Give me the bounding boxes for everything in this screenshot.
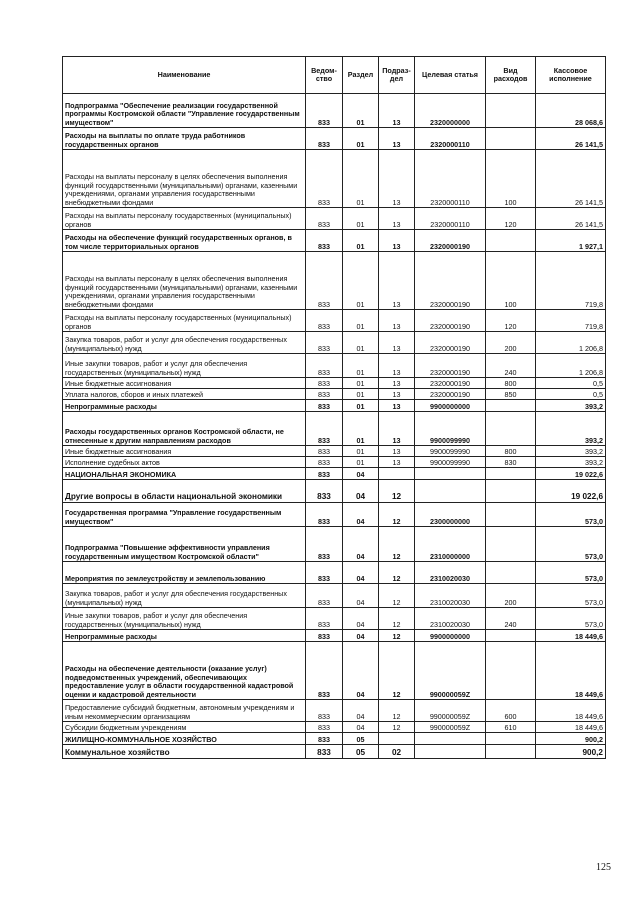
row-subsection: 13 bbox=[379, 389, 415, 400]
row-expense-type bbox=[486, 400, 536, 412]
row-department: 833 bbox=[306, 584, 343, 608]
row-expense-type bbox=[486, 230, 536, 252]
row-department: 833 bbox=[306, 128, 343, 150]
row-target-article: 9900099990 bbox=[415, 446, 486, 457]
row-target-article: 2320000110 bbox=[415, 150, 486, 208]
row-department: 833 bbox=[306, 527, 343, 562]
row-section: 04 bbox=[343, 503, 379, 527]
row-cash-execution: 19 022,6 bbox=[536, 468, 606, 480]
table-row bbox=[63, 745, 606, 759]
row-expense-type: 800 bbox=[486, 446, 536, 457]
row-section: 01 bbox=[343, 208, 379, 230]
row-target-article: 2320000190 bbox=[415, 378, 486, 389]
row-department: 833 bbox=[306, 503, 343, 527]
table-row bbox=[63, 503, 606, 527]
table-header-row bbox=[63, 57, 606, 94]
row-subsection: 13 bbox=[379, 310, 415, 332]
row-section: 05 bbox=[343, 733, 379, 745]
table-row bbox=[63, 468, 606, 480]
table-row bbox=[63, 354, 606, 378]
row-department: 833 bbox=[306, 378, 343, 389]
row-section: 01 bbox=[343, 354, 379, 378]
table-row bbox=[63, 630, 606, 642]
row-cash-execution: 18 449,6 bbox=[536, 722, 606, 733]
row-subsection: 13 bbox=[379, 378, 415, 389]
table-row bbox=[63, 562, 606, 584]
row-section: 01 bbox=[343, 412, 379, 446]
row-name: Расходы государственных органов Костромской области, не отнесенные к другим направлениям расходов bbox=[63, 412, 306, 446]
row-name: Подпрограмма "Обеспечение реализации государственной программы Костромской области "Управление государственным имуществом" bbox=[63, 94, 306, 128]
row-target-article: 2320000110 bbox=[415, 208, 486, 230]
table-row bbox=[63, 94, 606, 128]
row-cash-execution: 18 449,6 bbox=[536, 700, 606, 722]
row-target-article: 2300000000 bbox=[415, 503, 486, 527]
row-department: 833 bbox=[306, 310, 343, 332]
row-target-article: 2320000190 bbox=[415, 332, 486, 354]
row-section: 04 bbox=[343, 630, 379, 642]
row-expense-type bbox=[486, 745, 536, 759]
row-name: Закупка товаров, работ и услуг для обеспечения государственных (муниципальных) нужд bbox=[63, 584, 306, 608]
row-name: Иные бюджетные ассигнования bbox=[63, 378, 306, 389]
table-row bbox=[63, 446, 606, 457]
row-expense-type: 200 bbox=[486, 584, 536, 608]
row-target-article: 990000059Z bbox=[415, 642, 486, 700]
row-expense-type: 830 bbox=[486, 457, 536, 468]
row-expense-type bbox=[486, 412, 536, 446]
row-cash-execution: 900,2 bbox=[536, 745, 606, 759]
row-cash-execution: 573,0 bbox=[536, 584, 606, 608]
row-department: 833 bbox=[306, 94, 343, 128]
row-cash-execution: 26 141,5 bbox=[536, 208, 606, 230]
row-target-article: 2320000190 bbox=[415, 252, 486, 310]
row-subsection: 12 bbox=[379, 700, 415, 722]
table-row bbox=[63, 310, 606, 332]
table-row bbox=[63, 527, 606, 562]
table-row bbox=[63, 700, 606, 722]
row-target-article: 2310020030 bbox=[415, 562, 486, 584]
header-name: Наименование bbox=[63, 57, 306, 94]
row-department: 833 bbox=[306, 332, 343, 354]
row-section: 04 bbox=[343, 584, 379, 608]
row-name: Расходы на выплаты персоналу государственных (муниципальных) органов bbox=[63, 208, 306, 230]
row-name: Иные закупки товаров, работ и услуг для обеспечения государственных (муниципальных) нужд bbox=[63, 608, 306, 630]
table-row bbox=[63, 208, 606, 230]
table-row bbox=[63, 252, 606, 310]
row-expense-type: 800 bbox=[486, 378, 536, 389]
row-section: 01 bbox=[343, 389, 379, 400]
row-section: 04 bbox=[343, 562, 379, 584]
row-expense-type: 850 bbox=[486, 389, 536, 400]
row-expense-type bbox=[486, 630, 536, 642]
table-row bbox=[63, 230, 606, 252]
table-row bbox=[63, 332, 606, 354]
table-row bbox=[63, 733, 606, 745]
row-section: 04 bbox=[343, 468, 379, 480]
row-subsection: 13 bbox=[379, 252, 415, 310]
row-cash-execution: 1 206,8 bbox=[536, 354, 606, 378]
table-row bbox=[63, 128, 606, 150]
row-name: Другие вопросы в области национальной экономики bbox=[63, 480, 306, 503]
row-subsection bbox=[379, 733, 415, 745]
row-target-article: 2320000000 bbox=[415, 94, 486, 128]
row-expense-type bbox=[486, 503, 536, 527]
row-name: Расходы на обеспечение функций государственных органов, в том числе территориальных органов bbox=[63, 230, 306, 252]
row-section: 04 bbox=[343, 480, 379, 503]
row-name: Исполнение судебных актов bbox=[63, 457, 306, 468]
row-target-article: 2320000190 bbox=[415, 310, 486, 332]
row-expense-type: 610 bbox=[486, 722, 536, 733]
row-target-article: 9900000000 bbox=[415, 400, 486, 412]
row-cash-execution: 0,5 bbox=[536, 389, 606, 400]
row-section: 01 bbox=[343, 400, 379, 412]
row-expense-type: 100 bbox=[486, 150, 536, 208]
row-name: Иные закупки товаров, работ и услуг для обеспечения государственных (муниципальных) нужд bbox=[63, 354, 306, 378]
row-name: Подпрограмма "Повышение эффективности управления государственным имуществом Костромской области" bbox=[63, 527, 306, 562]
row-department: 833 bbox=[306, 562, 343, 584]
row-section: 04 bbox=[343, 700, 379, 722]
row-subsection: 13 bbox=[379, 446, 415, 457]
row-expense-type: 100 bbox=[486, 252, 536, 310]
row-cash-execution: 28 068,6 bbox=[536, 94, 606, 128]
row-target-article: 9900000000 bbox=[415, 630, 486, 642]
row-cash-execution: 719,8 bbox=[536, 252, 606, 310]
row-department: 833 bbox=[306, 230, 343, 252]
row-target-article: 9900099990 bbox=[415, 457, 486, 468]
row-name: Непрограммные расходы bbox=[63, 400, 306, 412]
row-section: 04 bbox=[343, 527, 379, 562]
row-section: 01 bbox=[343, 310, 379, 332]
row-section: 04 bbox=[343, 642, 379, 700]
row-name: Расходы на выплаты по оплате труда работников государственных органов bbox=[63, 128, 306, 150]
table-body bbox=[63, 94, 606, 759]
row-department: 833 bbox=[306, 150, 343, 208]
row-target-article bbox=[415, 468, 486, 480]
row-cash-execution: 573,0 bbox=[536, 608, 606, 630]
table-row bbox=[63, 378, 606, 389]
table-row bbox=[63, 480, 606, 503]
row-cash-execution: 1 927,1 bbox=[536, 230, 606, 252]
row-subsection: 12 bbox=[379, 527, 415, 562]
table-row bbox=[63, 400, 606, 412]
row-department: 833 bbox=[306, 700, 343, 722]
row-subsection: 13 bbox=[379, 354, 415, 378]
row-cash-execution: 19 022,6 bbox=[536, 480, 606, 503]
row-subsection: 13 bbox=[379, 412, 415, 446]
row-expense-type: 120 bbox=[486, 310, 536, 332]
row-department: 833 bbox=[306, 446, 343, 457]
row-section: 01 bbox=[343, 94, 379, 128]
row-subsection: 12 bbox=[379, 562, 415, 584]
row-subsection: 13 bbox=[379, 457, 415, 468]
header-subsection: Подраз-дел bbox=[379, 57, 415, 94]
row-expense-type bbox=[486, 733, 536, 745]
row-target-article: 990000059Z bbox=[415, 722, 486, 733]
row-section: 05 bbox=[343, 745, 379, 759]
row-section: 01 bbox=[343, 230, 379, 252]
table-row bbox=[63, 584, 606, 608]
row-cash-execution: 1 206,8 bbox=[536, 332, 606, 354]
row-section: 01 bbox=[343, 150, 379, 208]
header-cash-execution: Кассовое исполнение bbox=[536, 57, 606, 94]
row-cash-execution: 573,0 bbox=[536, 527, 606, 562]
row-name: Субсидии бюджетным учреждениям bbox=[63, 722, 306, 733]
row-section: 04 bbox=[343, 608, 379, 630]
row-section: 01 bbox=[343, 332, 379, 354]
row-section: 04 bbox=[343, 722, 379, 733]
row-target-article: 9900099990 bbox=[415, 412, 486, 446]
row-expense-type: 240 bbox=[486, 354, 536, 378]
header-expense-type: Вид расходов bbox=[486, 57, 536, 94]
row-subsection: 12 bbox=[379, 642, 415, 700]
row-cash-execution: 573,0 bbox=[536, 562, 606, 584]
row-department: 833 bbox=[306, 642, 343, 700]
row-section: 01 bbox=[343, 252, 379, 310]
row-name: Предоставление субсидий бюджетным, автономным учреждениям и иным некоммерческим организациям bbox=[63, 700, 306, 722]
row-name: Мероприятия по землеустройству и землепользованию bbox=[63, 562, 306, 584]
budget-execution-table bbox=[62, 56, 606, 759]
row-department: 833 bbox=[306, 389, 343, 400]
row-name: НАЦИОНАЛЬНАЯ ЭКОНОМИКА bbox=[63, 468, 306, 480]
row-target-article: 2320000190 bbox=[415, 389, 486, 400]
row-expense-type bbox=[486, 642, 536, 700]
row-department: 833 bbox=[306, 252, 343, 310]
row-section: 01 bbox=[343, 128, 379, 150]
row-section: 01 bbox=[343, 378, 379, 389]
row-cash-execution: 573,0 bbox=[536, 503, 606, 527]
row-department: 833 bbox=[306, 354, 343, 378]
row-target-article: 2310020030 bbox=[415, 608, 486, 630]
row-department: 833 bbox=[306, 733, 343, 745]
row-department: 833 bbox=[306, 630, 343, 642]
row-department: 833 bbox=[306, 722, 343, 733]
row-department: 833 bbox=[306, 468, 343, 480]
row-expense-type: 240 bbox=[486, 608, 536, 630]
row-subsection: 13 bbox=[379, 128, 415, 150]
row-name: Иные бюджетные ассигнования bbox=[63, 446, 306, 457]
row-expense-type bbox=[486, 562, 536, 584]
row-cash-execution: 18 449,6 bbox=[536, 630, 606, 642]
row-subsection: 12 bbox=[379, 722, 415, 733]
row-subsection: 13 bbox=[379, 94, 415, 128]
row-cash-execution: 0,5 bbox=[536, 378, 606, 389]
row-name: Уплата налогов, сборов и иных платежей bbox=[63, 389, 306, 400]
table-row bbox=[63, 389, 606, 400]
row-section: 01 bbox=[343, 457, 379, 468]
row-cash-execution: 719,8 bbox=[536, 310, 606, 332]
header-department: Ведом-ство bbox=[306, 57, 343, 94]
row-department: 833 bbox=[306, 608, 343, 630]
row-target-article: 2310000000 bbox=[415, 527, 486, 562]
row-name: Расходы на выплаты персоналу государственных (муниципальных) органов bbox=[63, 310, 306, 332]
row-name: ЖИЛИЩНО-КОММУНАЛЬНОЕ ХОЗЯЙСТВО bbox=[63, 733, 306, 745]
row-department: 833 bbox=[306, 412, 343, 446]
row-expense-type bbox=[486, 527, 536, 562]
row-target-article: 2320000110 bbox=[415, 128, 486, 150]
row-target-article: 2320000190 bbox=[415, 354, 486, 378]
header-section: Раздел bbox=[343, 57, 379, 94]
row-department: 833 bbox=[306, 745, 343, 759]
row-subsection bbox=[379, 468, 415, 480]
row-department: 833 bbox=[306, 208, 343, 230]
table-row bbox=[63, 457, 606, 468]
row-subsection: 12 bbox=[379, 608, 415, 630]
row-expense-type: 200 bbox=[486, 332, 536, 354]
table-row bbox=[63, 608, 606, 630]
row-target-article bbox=[415, 480, 486, 503]
row-target-article bbox=[415, 733, 486, 745]
row-name: Закупка товаров, работ и услуг для обеспечения государственных (муниципальных) нужд bbox=[63, 332, 306, 354]
row-target-article: 990000059Z bbox=[415, 700, 486, 722]
row-expense-type bbox=[486, 468, 536, 480]
row-name: Расходы на выплаты персоналу в целях обеспечения выполнения функций государственными (муниципальными) органами, казенными учреждениями, органами управления государственными внебюджетными фондами bbox=[63, 252, 306, 310]
row-expense-type bbox=[486, 128, 536, 150]
row-target-article: 2320000190 bbox=[415, 230, 486, 252]
row-expense-type bbox=[486, 480, 536, 503]
row-department: 833 bbox=[306, 457, 343, 468]
row-name: Расходы на выплаты персоналу в целях обеспечения выполнения функций государственными (муниципальными) органами, казенными учреждениями, органами управления государственными внебюджетными фондами bbox=[63, 150, 306, 208]
row-cash-execution: 393,2 bbox=[536, 446, 606, 457]
row-subsection: 12 bbox=[379, 503, 415, 527]
row-subsection: 13 bbox=[379, 208, 415, 230]
row-cash-execution: 18 449,6 bbox=[536, 642, 606, 700]
table-row bbox=[63, 642, 606, 700]
page-number: 125 bbox=[596, 862, 611, 873]
row-subsection: 12 bbox=[379, 630, 415, 642]
row-section: 01 bbox=[343, 446, 379, 457]
header-target-article: Целевая статья bbox=[415, 57, 486, 94]
row-subsection: 13 bbox=[379, 230, 415, 252]
row-expense-type: 120 bbox=[486, 208, 536, 230]
row-name: Коммунальное хозяйство bbox=[63, 745, 306, 759]
row-cash-execution: 393,2 bbox=[536, 412, 606, 446]
row-cash-execution: 900,2 bbox=[536, 733, 606, 745]
row-subsection: 12 bbox=[379, 480, 415, 503]
row-cash-execution: 26 141,5 bbox=[536, 128, 606, 150]
row-cash-execution: 26 141,5 bbox=[536, 150, 606, 208]
row-department: 833 bbox=[306, 400, 343, 412]
row-subsection: 02 bbox=[379, 745, 415, 759]
row-expense-type bbox=[486, 94, 536, 128]
row-cash-execution: 393,2 bbox=[536, 400, 606, 412]
row-name: Непрограммные расходы bbox=[63, 630, 306, 642]
row-subsection: 13 bbox=[379, 400, 415, 412]
row-cash-execution: 393,2 bbox=[536, 457, 606, 468]
budget-table-sheet bbox=[62, 56, 605, 759]
row-department: 833 bbox=[306, 480, 343, 503]
row-target-article bbox=[415, 745, 486, 759]
row-name: Расходы на обеспечение деятельности (оказание услуг) подведомственных учреждений, обеспечивающих предоставление услуг в области государственной кадастровой оценки и кадастровой деятельности bbox=[63, 642, 306, 700]
row-subsection: 12 bbox=[379, 584, 415, 608]
row-subsection: 13 bbox=[379, 332, 415, 354]
table-row bbox=[63, 722, 606, 733]
table-row bbox=[63, 412, 606, 446]
row-target-article: 2310020030 bbox=[415, 584, 486, 608]
row-name: Государственная программа "Управление государственным имуществом" bbox=[63, 503, 306, 527]
row-expense-type: 600 bbox=[486, 700, 536, 722]
table-row bbox=[63, 150, 606, 208]
row-subsection: 13 bbox=[379, 150, 415, 208]
